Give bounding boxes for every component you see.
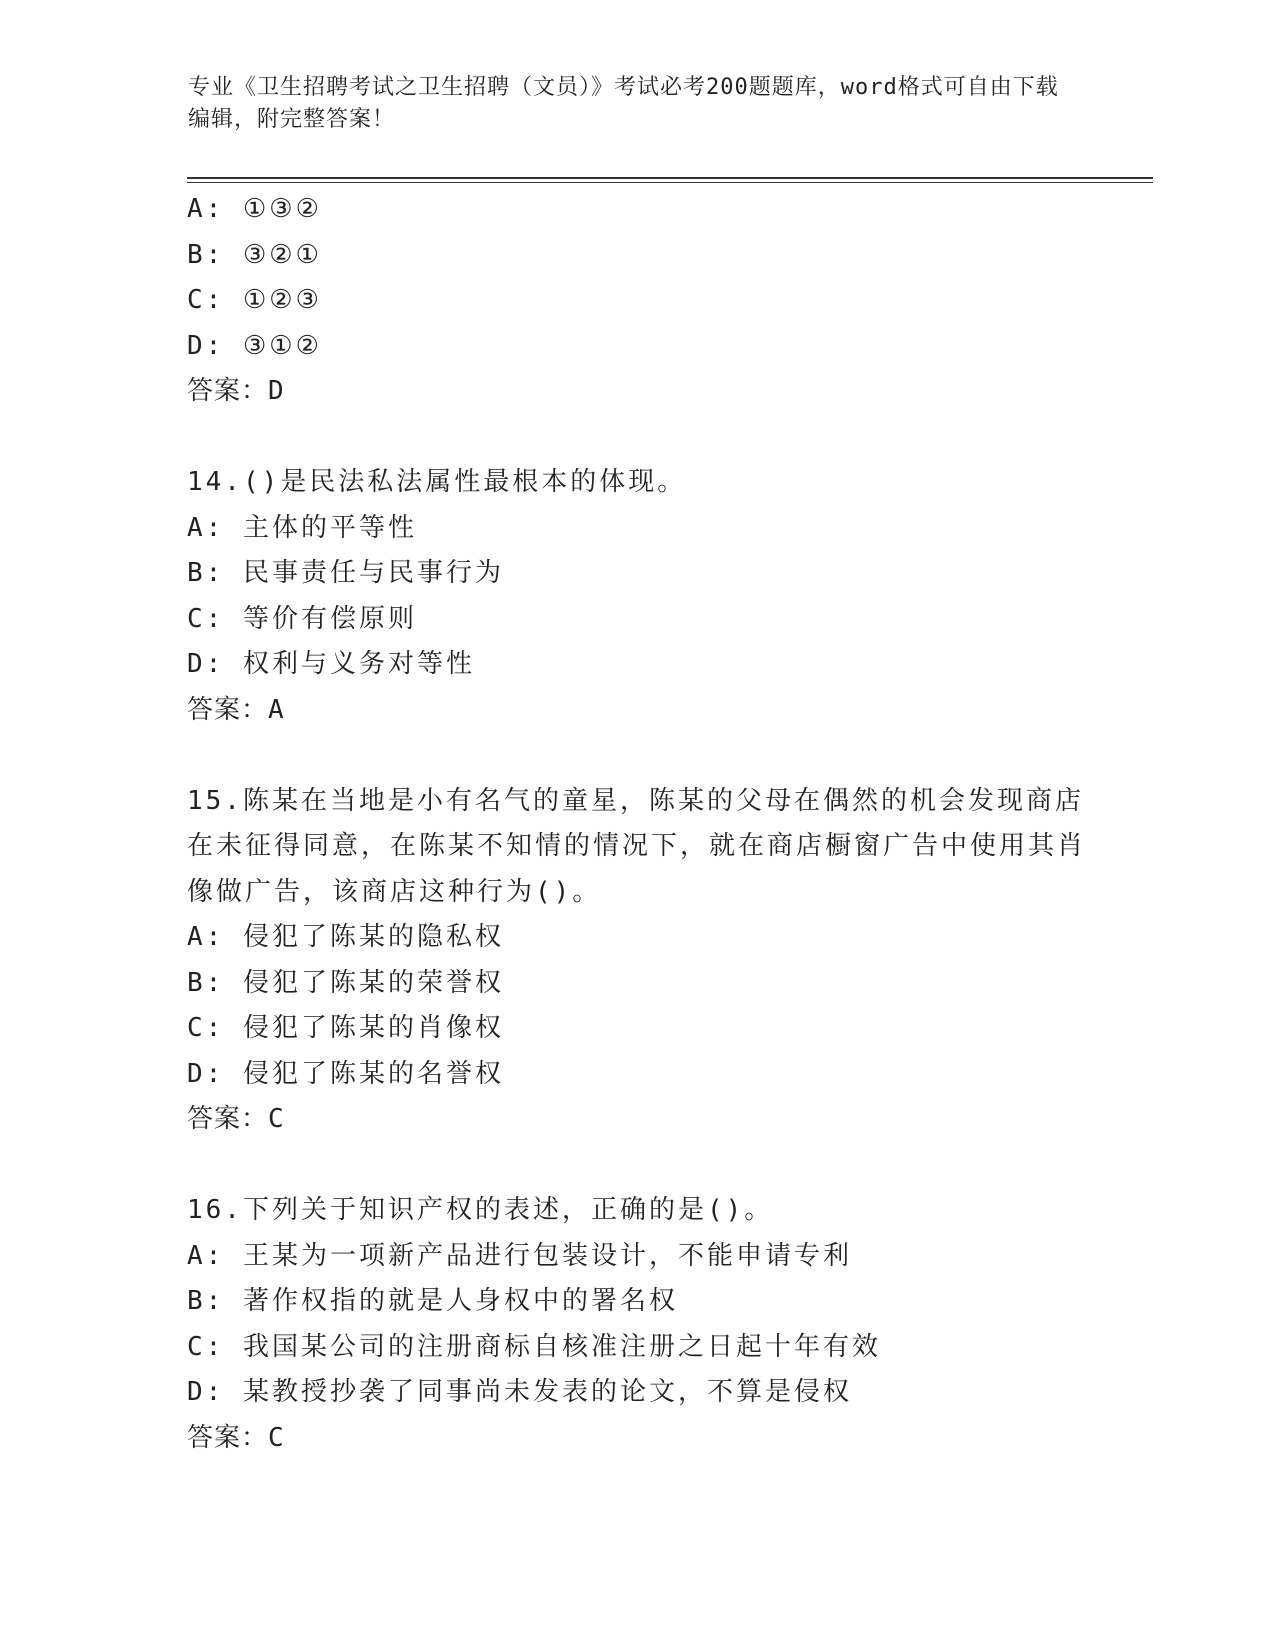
option-c: C: 侵犯了陈某的肖像权: [187, 1013, 504, 1043]
answer-line: [187, 1416, 1087, 1462]
question-13: [187, 187, 1087, 415]
question-14: [187, 460, 1087, 733]
option-a: A: 侵犯了陈某的隐私权: [187, 922, 504, 952]
question-list: [187, 187, 1087, 1461]
answer-value: A: [268, 694, 285, 725]
header-divider-thin: [187, 182, 1153, 183]
option-b: B: 著作权指的就是人身权中的署名权: [187, 1286, 678, 1316]
header-divider-thick: [187, 177, 1153, 179]
option-b: B: 民事责任与民事行为: [187, 558, 504, 588]
answer-label: 答案：: [187, 376, 269, 406]
option-a: A: 王某为一项新产品进行包装设计，不能申请专利: [187, 1240, 852, 1271]
answer-value: C: [268, 1104, 285, 1134]
question-15: [187, 779, 1087, 1143]
question-stem: 15.陈某在当地是小有名气的童星，陈某的父母在偶然的机会发现商店在未征得同意，在陈某不知情的情况下，就在商店橱窗广告中使用其肖像做广告，该商店这种行为()。: [187, 785, 1087, 907]
answer-line: [187, 1097, 1087, 1143]
answer-line: [187, 688, 1087, 734]
option-a: A: ①③②: [187, 194, 322, 224]
answer-label: 答案：: [187, 1422, 269, 1453]
question-stem: 16.下列关于知识产权的表述，正确的是()。: [187, 1195, 774, 1225]
option-d: D: 权利与义务对等性: [187, 649, 475, 679]
answer-line: [187, 369, 1087, 415]
option-a: A: 主体的平等性: [187, 512, 417, 543]
answer-value: C: [268, 1422, 285, 1453]
option-c: C: 等价有偿原则: [187, 603, 417, 634]
option-d: D: 侵犯了陈某的名誉权: [187, 1058, 504, 1089]
option-b: B: ③②①: [187, 239, 322, 270]
question-16: [187, 1188, 1087, 1461]
answer-label: 答案：: [187, 1104, 269, 1134]
question-stem: 14.()是民法私法属性最根本的体现。: [187, 467, 687, 497]
option-d: D: 某教授抄袭了同事尚未发表的论文，不算是侵权: [187, 1377, 852, 1407]
document-header: 专业《卫生招聘考试之卫生招聘（文员）》考试必考200题题库，word格式可自由下载编辑，附完整答案！: [188, 75, 1059, 132]
answer-value: D: [268, 376, 285, 406]
option-b: B: 侵犯了陈某的荣誉权: [187, 967, 504, 998]
option-c: C: ①②③: [187, 285, 322, 315]
answer-label: 答案：: [187, 694, 269, 725]
option-d: D: ③①②: [187, 330, 322, 361]
option-c: C: 我国某公司的注册商标自核准注册之日起十年有效: [187, 1331, 881, 1362]
